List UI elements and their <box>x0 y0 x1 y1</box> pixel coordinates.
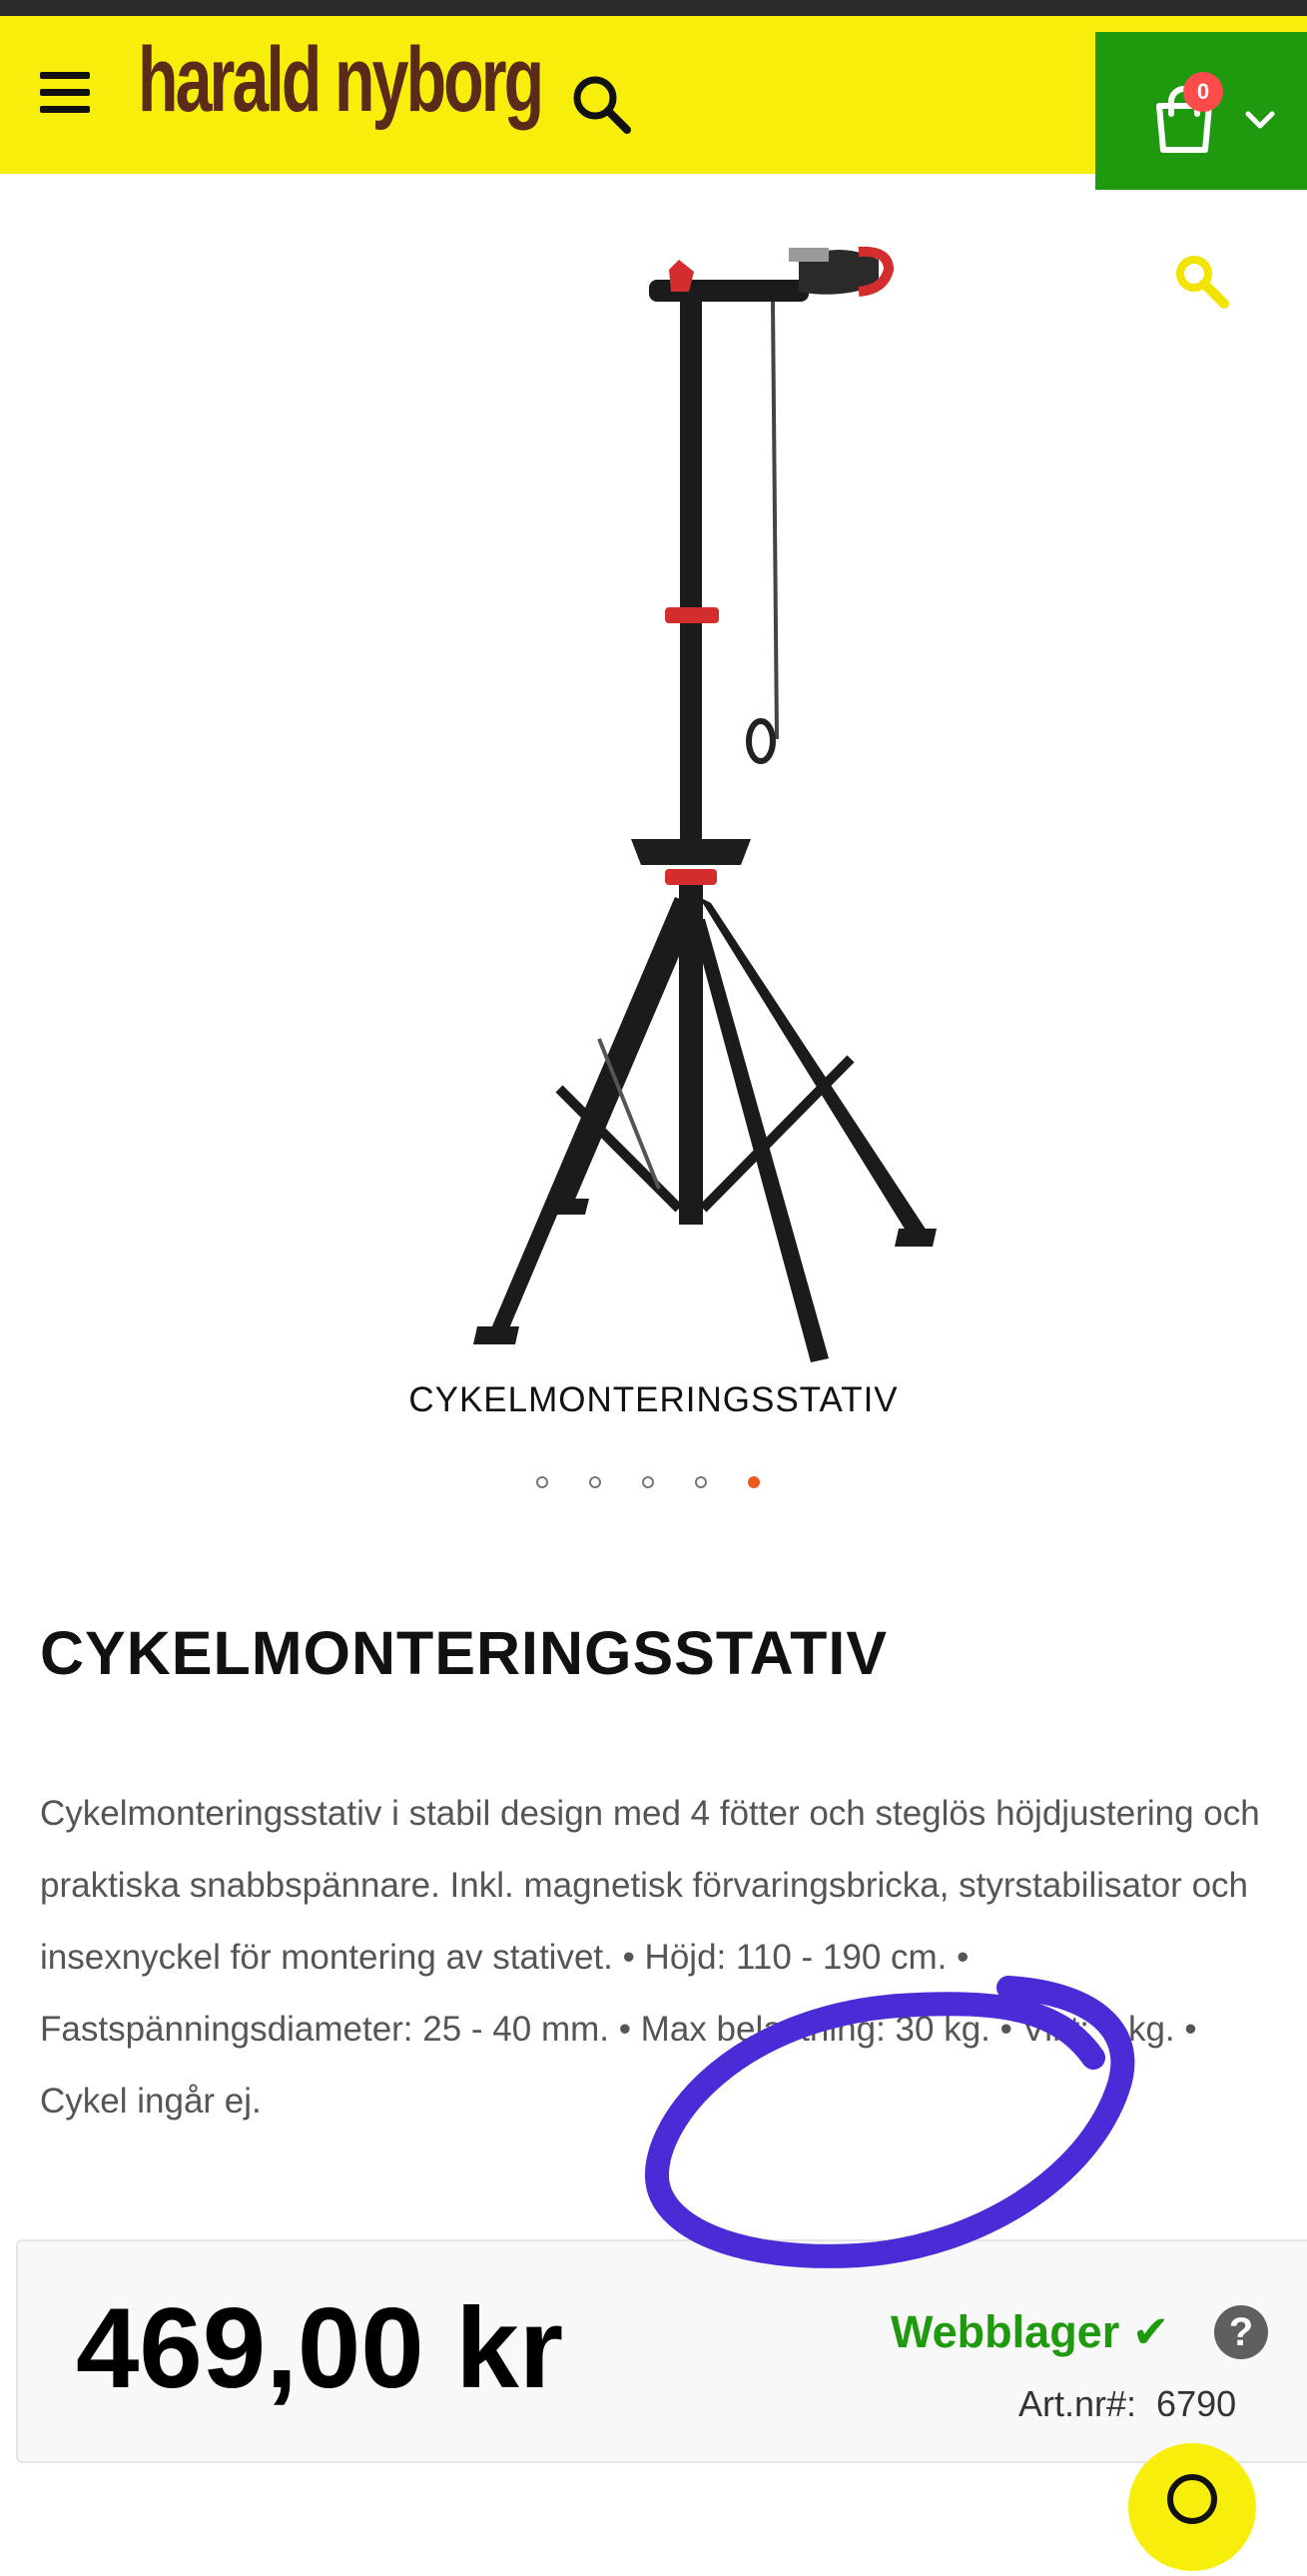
carousel-dot-1[interactable] <box>536 1476 548 1488</box>
chat-icon <box>1128 2443 1256 2571</box>
carousel-dot-5-active[interactable] <box>748 1476 760 1488</box>
product-title: CYKELMONTERINGSSTATIV <box>40 1619 889 1687</box>
menu-icon-line <box>40 72 90 79</box>
site-logo[interactable]: harald nyborg <box>138 29 542 131</box>
search-icon <box>571 74 633 136</box>
carousel-dot-2[interactable] <box>589 1476 601 1488</box>
magnifier-icon <box>1174 254 1230 310</box>
chat-fab-button[interactable] <box>1128 2443 1256 2571</box>
product-image-bike-stand[interactable] <box>359 230 959 1368</box>
zoom-button[interactable] <box>1174 254 1230 315</box>
article-number-value: 6790 <box>1156 2383 1237 2424</box>
purchase-panel <box>16 2239 1307 2463</box>
carousel-dot-3[interactable] <box>642 1476 654 1488</box>
site-header <box>0 16 1307 174</box>
product-price: 469,00 kr <box>76 2285 564 2412</box>
carousel-dot-4[interactable] <box>695 1476 707 1488</box>
menu-button[interactable] <box>40 72 90 116</box>
stock-status: Webblager ✔ <box>891 2306 1170 2357</box>
chevron-down-icon[interactable] <box>1245 110 1275 130</box>
menu-icon-line <box>40 106 90 113</box>
cart-count-badge: 0 <box>1183 72 1223 112</box>
article-number <box>1018 2383 1236 2425</box>
search-button[interactable] <box>571 74 633 136</box>
article-number-label: Art.nr#: <box>1018 2383 1137 2424</box>
help-button[interactable]: ? <box>1214 2305 1268 2359</box>
image-caption: CYKELMONTERINGSSTATIV <box>408 1380 899 1419</box>
product-description: Cykelmonteringsstativ i stabil design med 4 fötter och steglös höjdjustering och praktiska snabbspännare. Inkl. magnetisk förvaringsbricka, styrstabilisator och insexnyckel för montering av stativet. • Höjd: 110 - 190 cm. • Fastspänningsdiameter: 25 - 40 mm. • Max belastning: 30 kg. • Vikt: 7 kg. • Cykel ingår ej. <box>40 1794 1260 2121</box>
status-bar <box>0 0 1307 16</box>
menu-icon-line <box>40 89 90 96</box>
cart-button[interactable] <box>1095 32 1307 190</box>
